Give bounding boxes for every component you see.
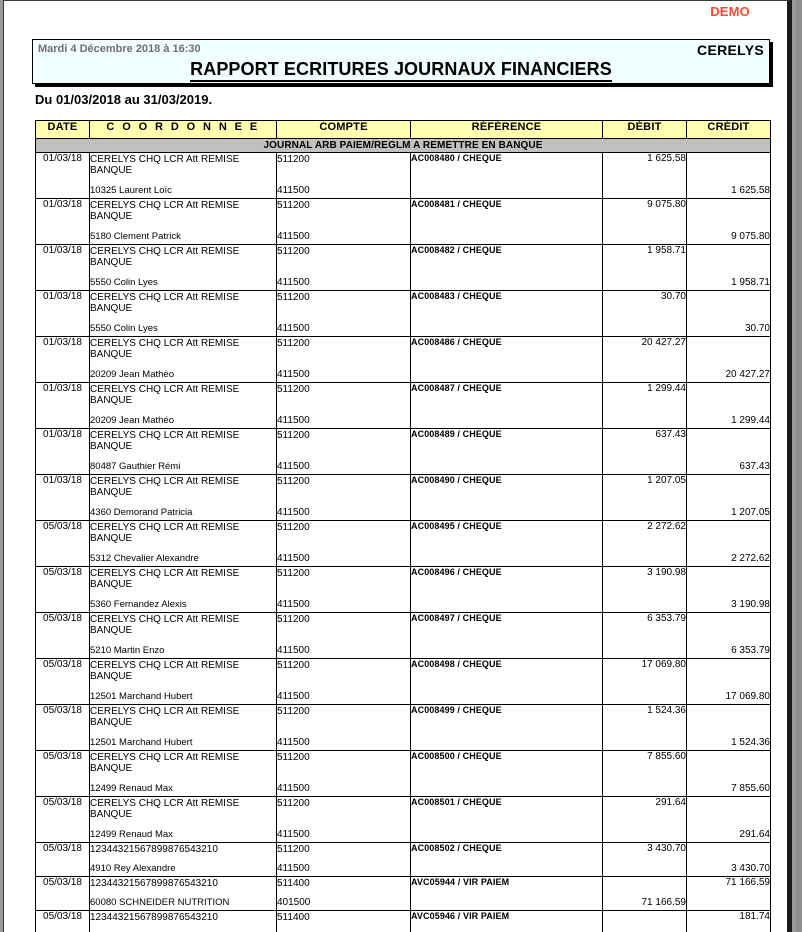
cell-debit: 1 524.36 xyxy=(603,705,687,751)
cell-coordonnee: CERELYS CHQ LCR Att REMISE BANQUE 5312 Chevalier Alexandre xyxy=(90,521,277,567)
cell-credit: 3 430.70 xyxy=(687,843,771,877)
cell-credit: 1 524.36 xyxy=(687,705,771,751)
cell-coordonnee: CERELYS CHQ LCR Att REMISE BANQUE 10325 Laurent Loïc xyxy=(90,153,277,199)
cell-compte: 511200 411500 xyxy=(277,475,411,521)
cell-compte: 511200 411500 xyxy=(277,797,411,843)
cell-date: 05/03/18 xyxy=(36,567,90,613)
reference-label: AC008498 / CHEQUE xyxy=(411,659,502,669)
cell-compte: 511400 xyxy=(277,911,411,932)
cell-coordonnee: CERELYS CHQ LCR Att REMISE BANQUE 4360 Demorand Patricia xyxy=(90,475,277,521)
cell-coordonnee: CERELYS CHQ LCR Att REMISE BANQUE 12499 Renaud Max xyxy=(90,751,277,797)
table-row[interactable] xyxy=(36,199,771,245)
page-title-text: RAPPORT ECRITURES JOURNAUX FINANCIERS xyxy=(190,59,612,82)
cell-date: 01/03/18 xyxy=(36,475,90,521)
cell-reference xyxy=(411,705,603,751)
cell-date: 05/03/18 xyxy=(36,613,90,659)
cell-credit: 3 190.98 xyxy=(687,567,771,613)
cell-coordonnee: CERELYS CHQ LCR Att REMISE BANQUE 12501 Marchand Hubert xyxy=(90,705,277,751)
table-row[interactable] xyxy=(36,521,771,567)
cell-reference xyxy=(411,843,603,877)
cell-credit: 17 069.80 xyxy=(687,659,771,705)
cell-reference xyxy=(411,659,603,705)
cell-coordonnee: CERELYS CHQ LCR Att REMISE BANQUE 12501 Marchand Hubert xyxy=(90,659,277,705)
cell-credit: 1 299.44 xyxy=(687,383,771,429)
reference-label: AC008486 / CHEQUE xyxy=(411,337,502,347)
report-period: Du 01/03/2018 au 31/03/2019. xyxy=(35,92,213,107)
cell-debit: 1 625.58 xyxy=(603,153,687,199)
table-header-row xyxy=(36,121,771,139)
cell-reference xyxy=(411,751,603,797)
cell-debit: 9 075.80 xyxy=(603,199,687,245)
cell-debit: 7 855.60 xyxy=(603,751,687,797)
reference-label: AVC05946 / VIR PAIEM xyxy=(411,911,510,921)
cell-credit: 1 207.05 xyxy=(687,475,771,521)
cell-credit: 9 075.80 xyxy=(687,199,771,245)
cell-compte: 511200 411500 xyxy=(277,659,411,705)
cell-credit: 6 353.79 xyxy=(687,613,771,659)
cell-debit: 20 427.27 xyxy=(603,337,687,383)
table-row[interactable] xyxy=(36,153,771,199)
cell-debit: 1 958.71 xyxy=(603,245,687,291)
cell-date: 01/03/18 xyxy=(36,383,90,429)
reference-label: AC008483 / CHEQUE xyxy=(411,291,502,301)
table-row[interactable] xyxy=(36,751,771,797)
cell-compte: 511200 411500 xyxy=(277,521,411,567)
cell-date: 01/03/18 xyxy=(36,337,90,383)
cell-compte: 511200 411500 xyxy=(277,199,411,245)
cell-credit: 20 427.27 xyxy=(687,337,771,383)
cell-date: 01/03/18 xyxy=(36,153,90,199)
cell-compte: 511200 411500 xyxy=(277,613,411,659)
journal-title: JOURNAL ARB PAIEM/REGLM A REMETTRE EN BANQUE xyxy=(36,139,771,153)
cell-credit: 291.64 xyxy=(687,797,771,843)
cell-reference xyxy=(411,291,603,337)
column-header-date[interactable]: DATE xyxy=(36,121,90,139)
cell-date: 05/03/18 xyxy=(36,751,90,797)
cell-coordonnee: CERELYS CHQ LCR Att REMISE BANQUE 5360 Fernandez Alexis xyxy=(90,567,277,613)
cell-date: 01/03/18 xyxy=(36,291,90,337)
cell-compte: 511200 411500 xyxy=(277,567,411,613)
cell-reference xyxy=(411,337,603,383)
cell-debit: 17 069.80 xyxy=(603,659,687,705)
cell-date: 05/03/18 xyxy=(36,877,90,911)
cell-coordonnee: CERELYS CHQ LCR Att REMISE BANQUE 12499 Renaud Max xyxy=(90,797,277,843)
cell-coordonnee: CERELYS CHQ LCR Att REMISE BANQUE 20209 Jean Mathéo xyxy=(90,337,277,383)
cell-reference xyxy=(411,521,603,567)
cell-reference xyxy=(411,475,603,521)
reference-label: AC008495 / CHEQUE xyxy=(411,521,502,531)
column-header-compte[interactable]: COMPTE xyxy=(277,121,411,139)
cell-reference xyxy=(411,153,603,199)
cell-reference xyxy=(411,567,603,613)
cell-coordonnee: CERELYS CHQ LCR Att REMISE BANQUE 5550 Colin Lyes xyxy=(90,245,277,291)
table-row[interactable] xyxy=(36,843,771,877)
cell-coordonnee: CERELYS CHQ LCR Att REMISE BANQUE 5550 Colin Lyes xyxy=(90,291,277,337)
table-row[interactable] xyxy=(36,475,771,521)
table-row[interactable] xyxy=(36,797,771,843)
table-body xyxy=(36,139,771,932)
cell-coordonnee: 12344321567899876543210 xyxy=(90,911,277,932)
cell-compte: 511200 411500 xyxy=(277,751,411,797)
table-row[interactable] xyxy=(36,911,771,932)
page-title xyxy=(33,59,769,80)
cell-reference xyxy=(411,877,603,911)
reference-label: AC008497 / CHEQUE xyxy=(411,613,502,623)
cell-date: 05/03/18 xyxy=(36,911,90,932)
table-row[interactable] xyxy=(36,659,771,705)
cell-date: 05/03/18 xyxy=(36,705,90,751)
cell-credit: 7 855.60 xyxy=(687,751,771,797)
reference-label: AC008502 / CHEQUE xyxy=(411,843,502,853)
table-row[interactable] xyxy=(36,567,771,613)
cell-debit: 3 190.98 xyxy=(603,567,687,613)
cell-compte: 511200 411500 xyxy=(277,383,411,429)
cell-coordonnee: CERELYS CHQ LCR Att REMISE BANQUE 20209 Jean Mathéo xyxy=(90,383,277,429)
table-row[interactable] xyxy=(36,383,771,429)
cell-reference xyxy=(411,245,603,291)
cell-debit xyxy=(603,911,687,932)
cell-reference xyxy=(411,911,603,932)
cell-date: 01/03/18 xyxy=(36,199,90,245)
cell-debit: 6 353.79 xyxy=(603,613,687,659)
cell-reference xyxy=(411,429,603,475)
table-header xyxy=(36,121,771,139)
reference-label: AC008490 / CHEQUE xyxy=(411,475,502,485)
reference-label: AC008500 / CHEQUE xyxy=(411,751,502,761)
reference-label: AC008480 / CHEQUE xyxy=(411,153,502,163)
cell-compte: 511200 411500 xyxy=(277,153,411,199)
cell-debit: 1 299.44 xyxy=(603,383,687,429)
report-page xyxy=(3,0,792,932)
cell-debit: 3 430.70 xyxy=(603,843,687,877)
reference-label: AC008489 / CHEQUE xyxy=(411,429,502,439)
cell-credit: 1 958.71 xyxy=(687,245,771,291)
cell-credit: 1 625.58 xyxy=(687,153,771,199)
entries-table xyxy=(35,120,771,932)
reference-label: AC008501 / CHEQUE xyxy=(411,797,502,807)
table-row[interactable] xyxy=(36,705,771,751)
cell-date: 05/03/18 xyxy=(36,521,90,567)
cell-date: 01/03/18 xyxy=(36,245,90,291)
reference-label: AC008496 / CHEQUE xyxy=(411,567,502,577)
column-header-coordonnee[interactable]: C O O R D O N N E E xyxy=(90,121,277,139)
cell-debit: 2 272.62 xyxy=(603,521,687,567)
cell-compte: 511200 411500 xyxy=(277,705,411,751)
cell-coordonnee: 12344321567899876543210 60080 SCHNEIDER NUTRITION xyxy=(90,877,277,911)
cell-date: 01/03/18 xyxy=(36,429,90,475)
reference-label: AC008481 / CHEQUE xyxy=(411,199,502,209)
cell-coordonnee: CERELYS CHQ LCR Att REMISE BANQUE 5180 Clement Patrick xyxy=(90,199,277,245)
reference-label: AC008499 / CHEQUE xyxy=(411,705,502,715)
journal-title-row xyxy=(36,139,771,153)
cell-date: 05/03/18 xyxy=(36,797,90,843)
cell-reference xyxy=(411,199,603,245)
company-brand: CERELYS xyxy=(697,42,764,58)
reference-label: AVC05944 / VIR PAIEM xyxy=(411,877,510,887)
cell-debit: 1 207.05 xyxy=(603,475,687,521)
column-header-reference[interactable]: RÉFÉRENCE xyxy=(411,121,603,139)
cell-compte: 511200 411500 xyxy=(277,429,411,475)
cell-debit: 291.64 xyxy=(603,797,687,843)
cell-credit: 2 272.62 xyxy=(687,521,771,567)
cell-credit: 71 166.59 xyxy=(687,877,771,911)
cell-compte: 511200 411500 xyxy=(277,245,411,291)
reference-label: AC008487 / CHEQUE xyxy=(411,383,502,393)
report-timestamp: Mardi 4 Décembre 2018 à 16:30 xyxy=(38,43,201,55)
column-header-credit[interactable]: CRÉDIT xyxy=(687,121,771,139)
cell-reference xyxy=(411,797,603,843)
cell-credit: 30.70 xyxy=(687,291,771,337)
table-row[interactable] xyxy=(36,245,771,291)
window-right-gutter xyxy=(796,0,802,932)
cell-date: 05/03/18 xyxy=(36,843,90,877)
cell-reference xyxy=(411,383,603,429)
cell-date: 05/03/18 xyxy=(36,659,90,705)
report-title-banner xyxy=(32,39,770,84)
cell-compte: 511200 411500 xyxy=(277,337,411,383)
column-header-debit[interactable]: DÉBIT xyxy=(603,121,687,139)
cell-coordonnee: CERELYS CHQ LCR Att REMISE BANQUE 5210 Martin Enzo xyxy=(90,613,277,659)
cell-credit: 181.74 xyxy=(687,911,771,932)
reference-label: AC008482 / CHEQUE xyxy=(411,245,502,255)
cell-debit: 71 166.59 xyxy=(603,877,687,911)
cell-credit: 637.43 xyxy=(687,429,771,475)
demo-watermark: DEMO xyxy=(710,4,750,19)
cell-coordonnee: 12344321567899876543210 4910 Rey Alexandre xyxy=(90,843,277,877)
cell-reference xyxy=(411,613,603,659)
table-row[interactable] xyxy=(36,337,771,383)
table-row[interactable] xyxy=(36,613,771,659)
cell-debit: 30.70 xyxy=(603,291,687,337)
cell-compte: 511200 411500 xyxy=(277,843,411,877)
cell-coordonnee: CERELYS CHQ LCR Att REMISE BANQUE 80487 Gauthier Rémi xyxy=(90,429,277,475)
cell-compte: 511400 401500 xyxy=(277,877,411,911)
table-row[interactable] xyxy=(36,291,771,337)
cell-debit: 637.43 xyxy=(603,429,687,475)
table-row[interactable] xyxy=(36,877,771,911)
table-row[interactable] xyxy=(36,429,771,475)
cell-compte: 511200 411500 xyxy=(277,291,411,337)
